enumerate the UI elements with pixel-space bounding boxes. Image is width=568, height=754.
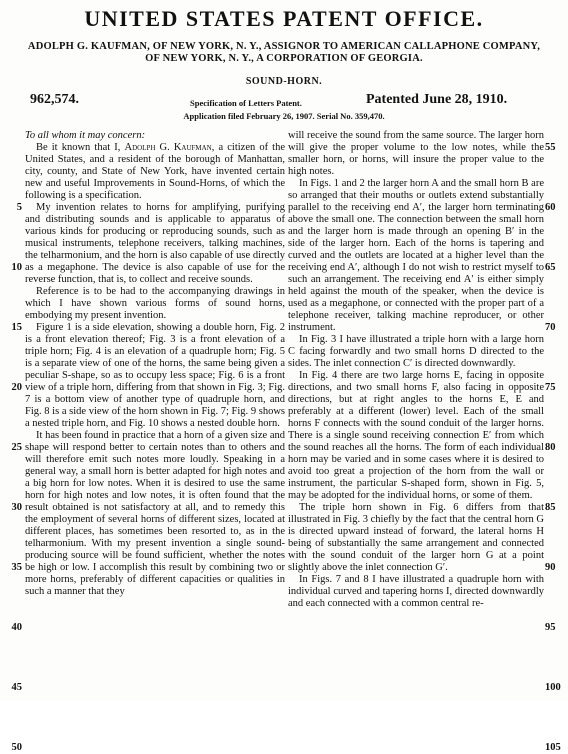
paragraph-invention: My invention relates to horns for amplifying, purifying and distributing sounds and is applicable to apparatus of various kinds for producing or reproducing sounds, such as musical instruments, telephone receivers, talking machines, the telharmonium, and the horn is also capable of use directly as a megaphone. The device is also capable of use for the reverse function, that is, to collect and receive sounds. bbox=[25, 202, 285, 285]
assignor-line: ADOLPH G. KAUFMAN, OF NEW YORK, N. Y., ASSIGNOR TO AMERICAN CALLAPHONE COMPANY, OF NEW YORK, N. Y., A CORPORATION OF GEORGIA. bbox=[27, 41, 541, 64]
paragraph-figs-1-2: In Figs. 1 and 2 the larger horn A and the small horn B are so arranged that their mouths or outlets extend substantially parallel to the receiving end A′, the larger horn terminating above the small one. The connection between the small horn and the larger horn is made through an opening B′ in the side of the larger horn. Each of the horns is tapering and curved and the outlets are located at a higher level than the receiving end A′, although I do not wish to restrict myself to such an arrangement. The receiving end A′ is either simply held against the mouth of the speaker, when the device is used as a megaphone, or connected with the proper part of a telephone receiver, talking machine reproducer, or other instrument. bbox=[288, 178, 544, 333]
paragraph-continued: will receive the sound from the same source. The larger horn will give the proper volume to the low notes, while the smaller horn, or horns, will insure the proper value to the high notes. bbox=[288, 130, 544, 177]
paragraph-practice: It has been found in practice that a horn of a given size and shape will respond better to certain notes than to others and will therefore emit such notes more loudly. Speaking in a general way, a small horn is better adapted for high notes and a big horn for low notes. When it is desired to use the same horn for high notes and low notes, it is often found that the result obtained is not satisfactory at all, and to remedy this the employment of several horns of different sizes, located at different places, has sometimes been resorted to, as in the telharmonium. With my present invention a single sound-producing source will be found sufficient, whether the notes be high or low. I accomplish this result by combining two or more horns, preferably of different capacities or qualities in such a manner that they bbox=[25, 430, 285, 597]
inventor-name: Adolph G. Kaufman bbox=[124, 142, 212, 153]
line-number-20: 20 bbox=[11, 382, 22, 393]
line-number-65: 65 bbox=[545, 262, 556, 273]
line-number-105: 105 bbox=[545, 742, 561, 753]
line-number-45: 45 bbox=[11, 682, 22, 693]
intro-text-a: Be it known that I, bbox=[36, 142, 125, 153]
line-number-5: 5 bbox=[16, 202, 22, 213]
patent-number: 962,574. bbox=[30, 92, 79, 107]
line-number-30: 30 bbox=[11, 502, 22, 513]
application-filed: Application filed February 26, 1907. Serial No. 359,470. bbox=[183, 111, 385, 121]
line-number-100: 100 bbox=[545, 682, 561, 693]
line-number-95: 95 bbox=[545, 622, 556, 633]
specification-label: Specification of Letters Patent. bbox=[190, 98, 302, 108]
intro-text-b: , a citizen of the United States, and a resident of the borough of Manhattan, city, county, and State of New York, have invented certain new and useful Improvements in Sound-Horns, of which the following is a specification. bbox=[25, 142, 286, 201]
paragraph-fig-6: The triple horn shown in Fig. 6 differs from that illustrated in Fig. 3 chiefly by the fact that the central horn G is directed upward instead of forward, the lateral horns H being of substantially the same arrangement and connected with the sound conduit of the larger horn G at a point slightly above the inlet connection G′. bbox=[288, 502, 544, 573]
line-number-15: 15 bbox=[11, 322, 22, 333]
line-number-25: 25 bbox=[11, 442, 22, 453]
line-number-50: 50 bbox=[11, 742, 22, 753]
line-number-90: 90 bbox=[545, 562, 556, 573]
paragraph-reference: Reference is to be had to the accompanying drawings in which I have shown various forms of sound horns, embodying my present invention. bbox=[25, 286, 285, 321]
paragraph-figs-7-8: In Figs. 7 and 8 I have illustrated a quadruple horn with individual curved and tapering horns I, directed downwardly and each connected with a common central re- bbox=[288, 574, 544, 609]
line-number-70: 70 bbox=[545, 322, 556, 333]
line-number-85: 85 bbox=[545, 502, 556, 513]
paragraph-fig-4: In Fig. 4 there are two large horns E, facing in opposite directions, and two small horns F, also facing in opposite directions, but at right angles to the horns E, E and preferably at a different (lower) level. Each of the small horns F connects with the sound conduit of the larger horns. There is a single sound receiving connection E′ from which the sound reaches all the horns. The form of each individual horn may be varied and in some cases where it is desired to avoid too great a projection of the horn from the wall or instrument, the particular S-shaped form, shown in Fig. 5, may be adopted for the individual horns, or some of them. bbox=[288, 370, 544, 501]
salutation: To all whom it may concern: bbox=[25, 130, 146, 141]
right-column bbox=[288, 130, 544, 610]
line-number-10: 10 bbox=[11, 262, 22, 273]
paragraph-fig-3: In Fig. 3 I have illustrated a triple horn with a large horn C facing forwardly and two small horns D directed to the sides. The inlet connection C′ is directed downwardly. bbox=[288, 334, 544, 369]
line-number-75: 75 bbox=[545, 382, 556, 393]
line-number-35: 35 bbox=[11, 562, 22, 573]
line-number-55: 55 bbox=[545, 142, 556, 153]
line-number-80: 80 bbox=[545, 442, 556, 453]
line-number-60: 60 bbox=[545, 202, 556, 213]
paragraph-intro bbox=[25, 142, 285, 202]
office-title: UNITED STATES PATENT OFFICE. bbox=[84, 6, 484, 31]
left-column bbox=[25, 130, 285, 598]
patented-date: Patented June 28, 1910. bbox=[366, 92, 508, 107]
paragraph-figures: Figure 1 is a side elevation, showing a double horn, Fig. 2 is a front elevation thereof; Fig. 3 is a front elevation of a triple horn; Fig. 4 is an elevation of a quadruple horn; Fig. 5 is a separate view of one of the horns, the same being given a peculiar S-shape, so as to occupy less space; Fig. 6 is a front view of a triple horn, differing from that shown in Fig. 3; Fig. 7 is a bottom view of another type of quadruple horn, and Fig. 8 is a side view of the horn shown in Fig. 7; Fig. 9 shows a nested triple horn, and Fig. 10 shows a nested double horn. bbox=[25, 322, 285, 429]
line-number-40: 40 bbox=[11, 622, 22, 633]
subject-title: SOUND-HORN. bbox=[245, 76, 323, 87]
